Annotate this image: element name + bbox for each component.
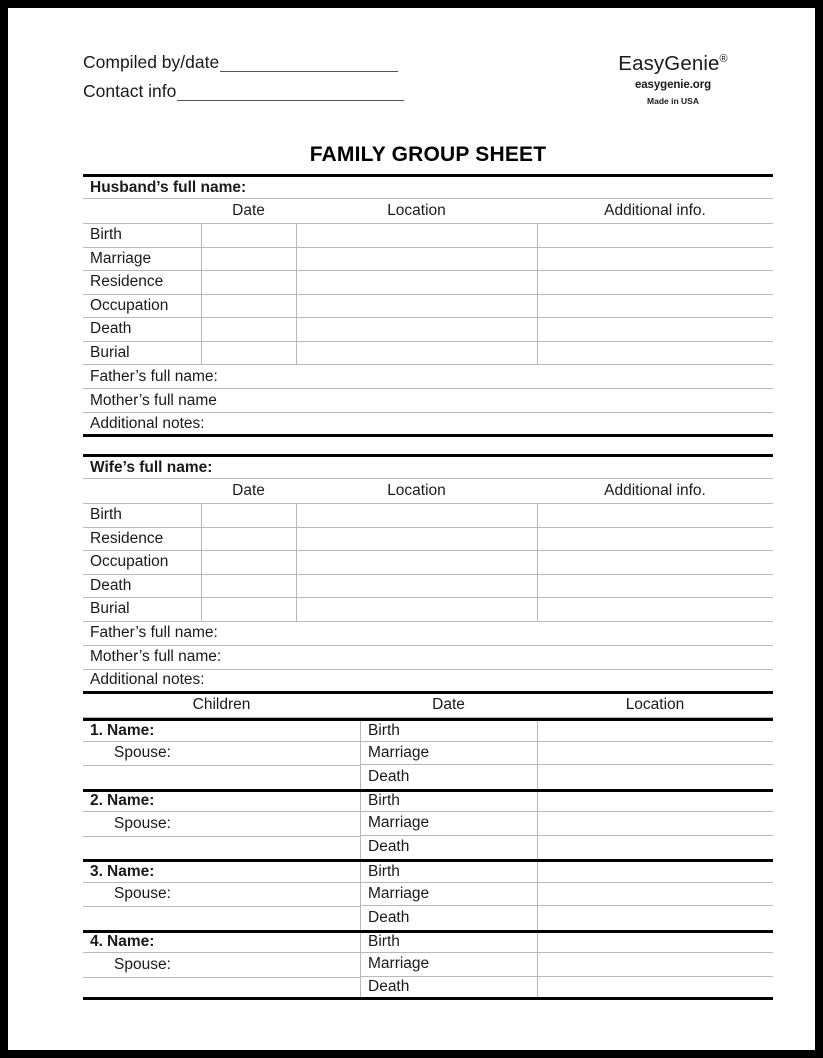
child-number: 1. bbox=[90, 721, 103, 739]
easygenie-logo bbox=[573, 52, 773, 106]
husband-residence-location-field[interactable] bbox=[296, 271, 537, 294]
brand-name bbox=[573, 52, 773, 75]
wife-col-date: Date bbox=[232, 482, 265, 499]
husband-section bbox=[83, 174, 773, 437]
registered-trademark-icon: ® bbox=[719, 53, 728, 66]
child-name-label: Name: bbox=[107, 933, 155, 951]
child-birth-location-field[interactable] bbox=[537, 862, 773, 882]
wife-burial-date-field[interactable] bbox=[201, 598, 296, 621]
husband-row-label-birth: Birth bbox=[90, 226, 122, 244]
children-col-location: Location bbox=[625, 696, 685, 713]
wife-row-label-death: Death bbox=[90, 576, 132, 594]
husband-name-row[interactable] bbox=[83, 174, 773, 199]
husband-col-location: Location bbox=[387, 202, 446, 219]
child-death-row[interactable] bbox=[83, 977, 773, 1001]
husband-notes-label: Additional notes: bbox=[90, 414, 205, 432]
child-marriage-label-cell: Marriage bbox=[360, 812, 537, 836]
children-col-date: Date bbox=[432, 696, 465, 713]
husband-birth-date-field[interactable] bbox=[201, 224, 296, 247]
wife-residence-additional-field[interactable] bbox=[537, 528, 773, 551]
child-birth-label-cell: Birth bbox=[360, 862, 537, 882]
contact-info-label: Contact info bbox=[83, 81, 177, 101]
child-spouse-row[interactable] bbox=[83, 742, 773, 766]
wife-birth-additional-field[interactable] bbox=[537, 504, 773, 527]
husband-father-row[interactable] bbox=[83, 365, 773, 389]
table-row[interactable] bbox=[83, 248, 773, 272]
child-blank-cell[interactable] bbox=[83, 906, 360, 930]
wife-col-blank bbox=[83, 479, 201, 503]
wife-col-additional: Additional info. bbox=[604, 482, 706, 499]
child-marriage-location-field[interactable] bbox=[537, 812, 773, 836]
husband-birth-location-field[interactable] bbox=[296, 224, 537, 247]
husband-occupation-date-field[interactable] bbox=[201, 295, 296, 318]
table-row[interactable] bbox=[83, 342, 773, 366]
child-spouse-cell[interactable] bbox=[83, 812, 360, 836]
child-number: 4. bbox=[90, 933, 103, 951]
child-spouse-row[interactable] bbox=[83, 812, 773, 836]
husband-name-label: Husband’s full name: bbox=[90, 178, 247, 196]
children-col-children: Children bbox=[192, 696, 251, 713]
child-birth-location-field[interactable] bbox=[537, 721, 773, 741]
table-row[interactable] bbox=[83, 598, 773, 622]
child-death-label-cell: Death bbox=[360, 906, 537, 930]
child-name-label: Name: bbox=[107, 862, 155, 880]
child-name-label: Name: bbox=[107, 792, 155, 810]
husband-burial-date-field[interactable] bbox=[201, 342, 296, 365]
child-death-label-cell: Death bbox=[360, 836, 537, 860]
husband-marriage-location-field[interactable] bbox=[296, 248, 537, 271]
wife-row-label-residence: Residence bbox=[90, 529, 164, 547]
table-row[interactable] bbox=[83, 528, 773, 552]
wife-occupation-date-field[interactable] bbox=[201, 551, 296, 574]
husband-row-label-marriage: Marriage bbox=[90, 249, 152, 267]
wife-burial-location-field[interactable] bbox=[296, 598, 537, 621]
wife-col-location: Location bbox=[387, 482, 446, 499]
child-name-row[interactable] bbox=[83, 859, 773, 883]
child-birth-location-field[interactable] bbox=[537, 933, 773, 953]
wife-father-row[interactable] bbox=[83, 622, 773, 646]
wife-birth-location-field[interactable] bbox=[296, 504, 537, 527]
child-marriage-location-field[interactable] bbox=[537, 953, 773, 977]
table-row[interactable] bbox=[83, 318, 773, 342]
wife-notes-row[interactable] bbox=[83, 670, 773, 694]
wife-death-additional-field[interactable] bbox=[537, 575, 773, 598]
wife-name-label: Wife’s full name: bbox=[90, 458, 213, 476]
form-header bbox=[83, 52, 773, 142]
husband-father-label: Father’s full name: bbox=[90, 367, 218, 385]
child-death-row[interactable] bbox=[83, 765, 773, 789]
husband-marriage-date-field[interactable] bbox=[201, 248, 296, 271]
child-spouse-cell[interactable] bbox=[83, 742, 360, 766]
child-name-row[interactable] bbox=[83, 930, 773, 954]
wife-occupation-additional-field[interactable] bbox=[537, 551, 773, 574]
child-death-location-field[interactable] bbox=[537, 836, 773, 860]
husband-occupation-additional-field[interactable] bbox=[537, 295, 773, 318]
form-page bbox=[8, 8, 815, 1050]
child-name-row[interactable] bbox=[83, 789, 773, 813]
child-death-location-field[interactable] bbox=[537, 765, 773, 789]
husband-mother-row[interactable] bbox=[83, 389, 773, 413]
husband-notes-row[interactable] bbox=[83, 413, 773, 437]
wife-death-date-field[interactable] bbox=[201, 575, 296, 598]
wife-birth-date-field[interactable] bbox=[201, 504, 296, 527]
child-death-label-cell: Death bbox=[360, 765, 537, 789]
child-birth-location-field[interactable] bbox=[537, 792, 773, 812]
child-spouse-cell[interactable] bbox=[83, 883, 360, 907]
husband-burial-location-field[interactable] bbox=[296, 342, 537, 365]
table-row[interactable] bbox=[83, 575, 773, 599]
children-column-headers bbox=[83, 693, 773, 718]
husband-residence-additional-field[interactable] bbox=[537, 271, 773, 294]
wife-mother-row[interactable] bbox=[83, 646, 773, 670]
child-spouse-label: Spouse: bbox=[114, 955, 171, 973]
child-death-label-cell: Death bbox=[360, 977, 537, 998]
child-number: 3. bbox=[90, 862, 103, 880]
husband-residence-date-field[interactable] bbox=[201, 271, 296, 294]
wife-father-label: Father’s full name: bbox=[90, 624, 218, 641]
wife-death-location-field[interactable] bbox=[296, 575, 537, 598]
wife-notes-label: Additional notes: bbox=[90, 671, 205, 688]
page-title: FAMILY GROUP SHEET bbox=[309, 143, 547, 166]
husband-row-label-death: Death bbox=[90, 320, 132, 338]
table-row[interactable] bbox=[83, 271, 773, 295]
child-marriage-label-cell: Marriage bbox=[360, 742, 537, 766]
wife-burial-additional-field[interactable] bbox=[537, 598, 773, 621]
brand-name-text: EasyGenie bbox=[618, 52, 720, 75]
husband-death-location-field[interactable] bbox=[296, 318, 537, 341]
child-name-row[interactable] bbox=[83, 718, 773, 742]
child-death-row[interactable] bbox=[83, 906, 773, 930]
child-marriage-location-field[interactable] bbox=[537, 742, 773, 766]
wife-row-label-birth: Birth bbox=[90, 506, 122, 524]
child-death-location-field[interactable] bbox=[537, 977, 773, 998]
child-spouse-cell[interactable] bbox=[83, 953, 360, 977]
child-birth-label-cell: Birth bbox=[360, 792, 537, 812]
child-marriage-label-cell: Marriage bbox=[360, 883, 537, 907]
wife-section bbox=[83, 454, 773, 694]
child-name-label: Name: bbox=[107, 721, 155, 739]
child-name-cell[interactable] bbox=[83, 933, 360, 953]
compiled-by-write-line[interactable] bbox=[220, 56, 398, 72]
wife-residence-date-field[interactable] bbox=[201, 528, 296, 551]
table-row[interactable] bbox=[83, 504, 773, 528]
child-blank-cell[interactable] bbox=[83, 765, 360, 789]
child-spouse-row[interactable] bbox=[83, 883, 773, 907]
husband-marriage-additional-field[interactable] bbox=[537, 248, 773, 271]
husband-row-label-occupation: Occupation bbox=[90, 296, 169, 314]
child-spouse-row[interactable] bbox=[83, 953, 773, 977]
child-birth-label-cell: Birth bbox=[360, 721, 537, 741]
husband-occupation-location-field[interactable] bbox=[296, 295, 537, 318]
wife-row-label-occupation: Occupation bbox=[90, 553, 169, 571]
table-row[interactable] bbox=[83, 551, 773, 575]
child-death-location-field[interactable] bbox=[537, 906, 773, 930]
husband-burial-additional-field[interactable] bbox=[537, 342, 773, 365]
child-name-cell[interactable] bbox=[83, 721, 360, 741]
wife-residence-location-field[interactable] bbox=[296, 528, 537, 551]
wife-occupation-location-field[interactable] bbox=[296, 551, 537, 574]
child-blank-cell[interactable] bbox=[83, 836, 360, 860]
table-row[interactable] bbox=[83, 224, 773, 248]
husband-col-date: Date bbox=[232, 202, 265, 219]
child-marriage-label-cell: Marriage bbox=[360, 953, 537, 977]
husband-death-date-field[interactable] bbox=[201, 318, 296, 341]
wife-column-headers bbox=[83, 479, 773, 504]
child-marriage-location-field[interactable] bbox=[537, 883, 773, 907]
made-in-usa-label: Made in USA bbox=[647, 96, 699, 106]
wife-row-label-burial: Burial bbox=[90, 600, 130, 618]
child-spouse-label: Spouse: bbox=[114, 885, 171, 903]
child-spouse-label: Spouse: bbox=[114, 814, 171, 832]
child-number: 2. bbox=[90, 792, 103, 810]
husband-col-blank bbox=[83, 199, 201, 223]
husband-mother-label: Mother’s full name bbox=[90, 391, 217, 409]
husband-death-additional-field[interactable] bbox=[537, 318, 773, 341]
children-section bbox=[83, 693, 773, 1000]
table-row[interactable] bbox=[83, 295, 773, 319]
husband-row-label-burial: Burial bbox=[90, 343, 130, 361]
husband-col-additional: Additional info. bbox=[604, 202, 706, 219]
child-name-cell[interactable] bbox=[83, 862, 360, 882]
child-birth-label-cell: Birth bbox=[360, 933, 537, 953]
husband-row-label-residence: Residence bbox=[90, 273, 164, 291]
child-death-row[interactable] bbox=[83, 836, 773, 860]
brand-website: easygenie.org bbox=[634, 79, 712, 91]
wife-name-row[interactable] bbox=[83, 454, 773, 479]
child-blank-cell[interactable] bbox=[83, 977, 360, 998]
husband-birth-additional-field[interactable] bbox=[537, 224, 773, 247]
compiled-by-label: Compiled by/date bbox=[83, 52, 220, 72]
contact-info-write-line[interactable] bbox=[177, 85, 404, 101]
wife-mother-label: Mother’s full name: bbox=[90, 648, 222, 665]
child-spouse-label: Spouse: bbox=[114, 744, 171, 762]
husband-column-headers bbox=[83, 199, 773, 224]
child-name-cell[interactable] bbox=[83, 792, 360, 812]
